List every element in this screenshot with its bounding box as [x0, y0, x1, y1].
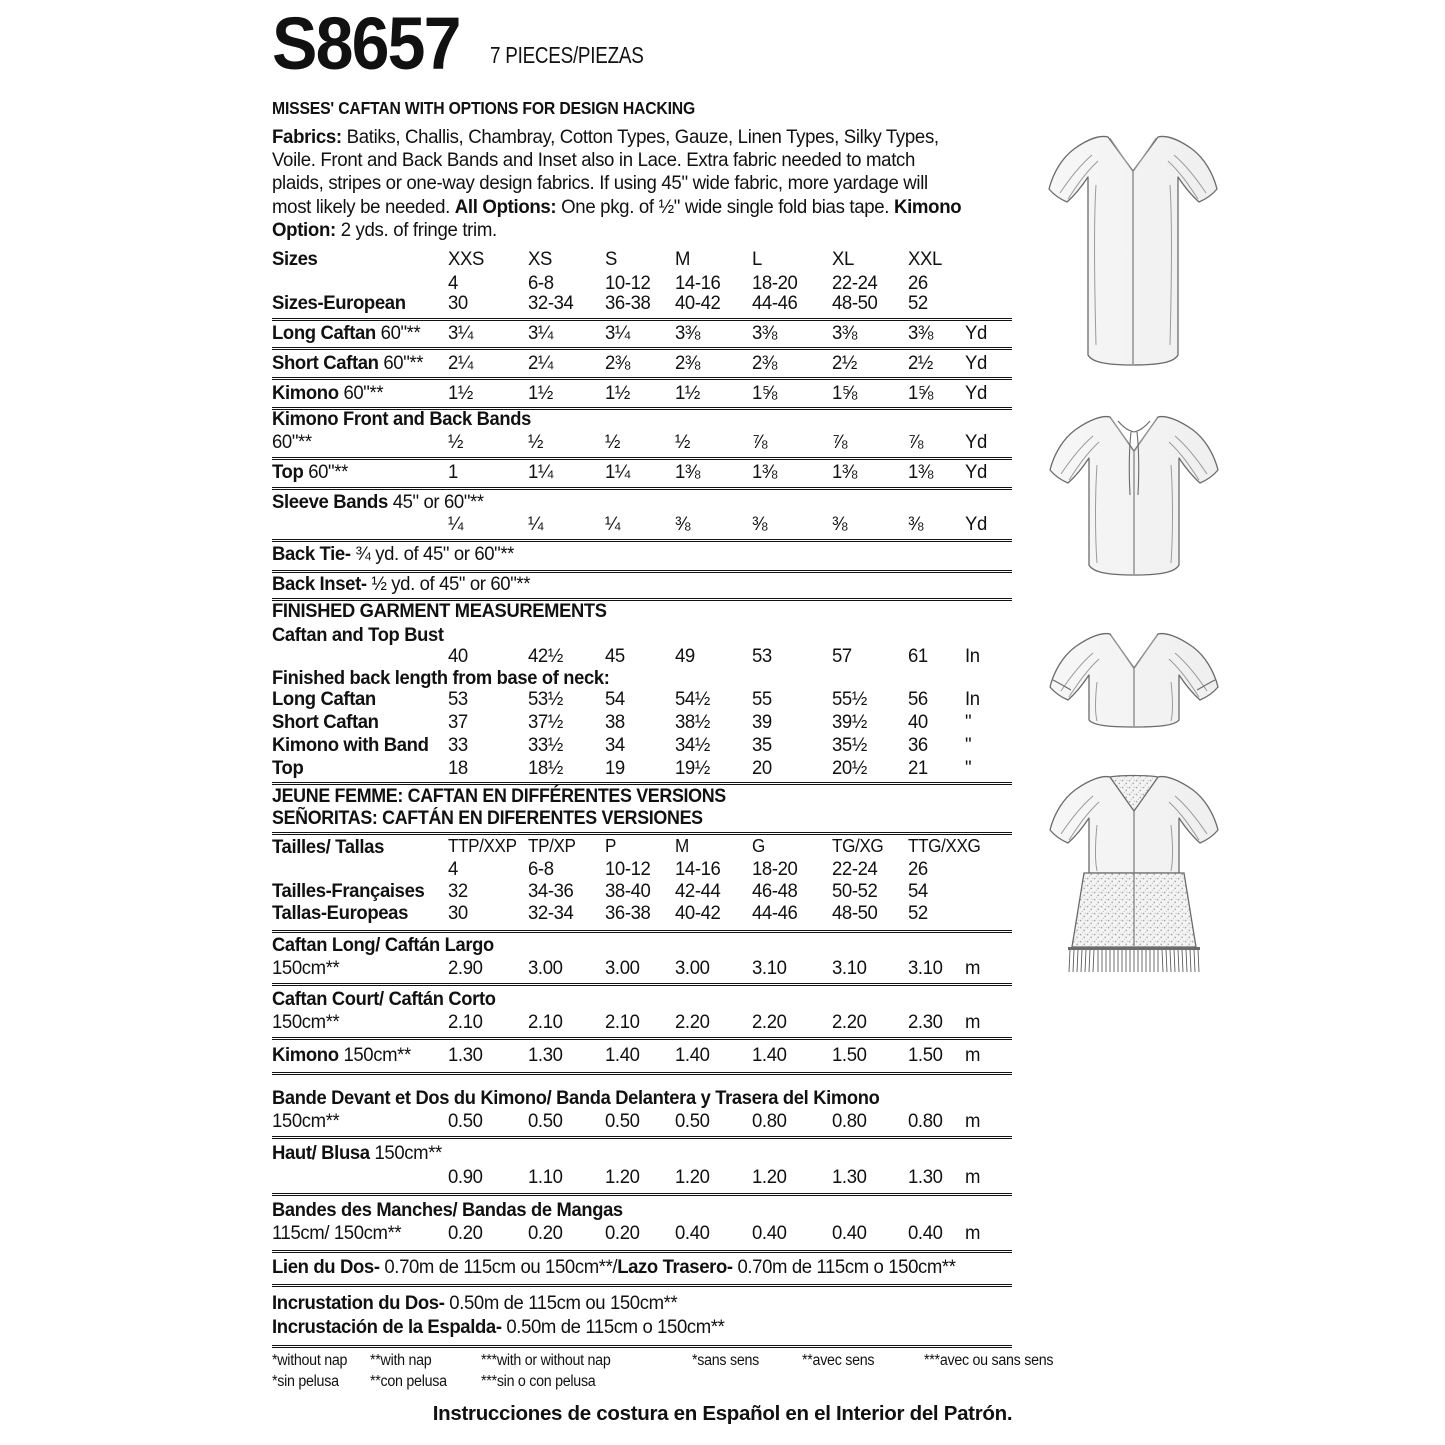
- size-number-5: 22-24: [832, 272, 878, 294]
- finished-measurements-heading: FINISHED GARMENT MEASUREMENTS: [272, 600, 607, 622]
- table-rule: [272, 318, 1012, 321]
- long-caftan-illustration: [1030, 115, 1240, 405]
- table-rule: [272, 832, 1012, 835]
- intl-bands-value-5: 0.80: [832, 1110, 867, 1132]
- intl-back-inset-row-fr: Incrustation du Dos- 0.50m de 115cm ou 150cm**: [272, 1292, 678, 1314]
- finished-row-1-value-1: 37½: [528, 711, 563, 733]
- finished-row-1-unit: ": [965, 711, 972, 733]
- sleeve-bands-value-4: ⅜: [752, 513, 768, 535]
- pieces-count: 7 PIECES/PIEZAS: [489, 42, 644, 68]
- size-letter-6: XXL: [908, 248, 942, 270]
- caftan-top-bust-label: Caftan and Top Bust: [272, 624, 444, 646]
- table-rule: [272, 1250, 1012, 1253]
- finished-row-0-value-3: 54½: [675, 688, 710, 710]
- size-letter-2: S: [605, 248, 617, 270]
- kimono-bands-value-6: ⅞: [908, 431, 924, 453]
- intl-european-3: 40-42: [675, 902, 721, 924]
- kimono-bands-value-4: ⅞: [752, 431, 768, 453]
- garment-title: MISSES' CAFTAN WITH OPTIONS FOR DESIGN HACKING: [272, 98, 696, 118]
- intl-french-3: 42-44: [675, 880, 721, 902]
- intl-haut-value-0: 0.90: [448, 1166, 483, 1188]
- size-letter-3: M: [675, 248, 691, 270]
- intl-kimono-unit: m: [965, 1044, 981, 1066]
- yardage-row-2-unit: Yd: [965, 382, 987, 404]
- intl-size-letter-3: M: [675, 836, 689, 856]
- table-rule: [272, 1345, 1012, 1348]
- top-row-label: Top 60"**: [272, 461, 348, 483]
- intl-group-0-unit: m: [965, 957, 981, 979]
- finished-row-2-value-0: 33: [448, 734, 468, 756]
- finished-row-2-value-1: 33½: [528, 734, 563, 756]
- intl-bands-value-2: 0.50: [605, 1110, 640, 1132]
- yardage-row-label-1: Short Caftan 60"**: [272, 352, 424, 374]
- top-row-value-5: 1⅜: [832, 461, 857, 483]
- intl-european-4: 44-46: [752, 902, 798, 924]
- intl-group-title-1: Caftan Court/ Caftán Corto: [272, 988, 496, 1010]
- intl-haut-value-6: 1.30: [908, 1166, 943, 1188]
- intl-manches-value-5: 0.40: [832, 1222, 867, 1244]
- intl-size-number-3: 14-16: [675, 858, 721, 880]
- top-row-unit: Yd: [965, 461, 987, 483]
- yardage-row-2-value-2: 1½: [605, 382, 630, 404]
- kimono-with-lace-fringe-illustration: [1030, 765, 1240, 980]
- intl-group-1-unit: m: [965, 1011, 981, 1033]
- intl-group-1-value-5: 2.20: [832, 1011, 867, 1033]
- finished-row-3-value-4: 20: [752, 757, 772, 779]
- intl-group-1-value-1: 2.10: [528, 1011, 563, 1033]
- bust-value-1: 42½: [528, 645, 563, 667]
- intl-kimono-value-6: 1.50: [908, 1044, 943, 1066]
- table-rule: [272, 377, 1012, 380]
- pattern-number: S8657: [272, 2, 460, 85]
- table-rule: [272, 1284, 1012, 1287]
- intl-group-1-value-3: 2.20: [675, 1011, 710, 1033]
- yardage-row-1-value-4: 2⅜: [752, 352, 777, 374]
- bust-value-3: 49: [675, 645, 695, 667]
- intl-size-number-1: 6-8: [528, 858, 554, 880]
- sizes-european-label: Sizes-European: [272, 292, 406, 314]
- intl-back-tie-row: Lien du Dos- 0.70m de 115cm ou 150cm**/Lazo Trasero- 0.70m de 115cm o 150cm**: [272, 1256, 956, 1278]
- intl-kimono-value-1: 1.30: [528, 1044, 563, 1066]
- intl-european-0: 30: [448, 902, 468, 924]
- intl-european-5: 48-50: [832, 902, 878, 924]
- kimono-bands-unit: Yd: [965, 431, 987, 453]
- finished-row-3-value-1: 18½: [528, 757, 563, 779]
- footnote-es-0: *sin pelusa: [272, 1373, 339, 1390]
- intl-kimono-label: Kimono 150cm**: [272, 1044, 411, 1066]
- footnote-es-1: **con pelusa: [370, 1373, 447, 1390]
- intl-bands-value-6: 0.80: [908, 1110, 943, 1132]
- fabrics-paragraph: [272, 126, 969, 242]
- intl-manches-unit: m: [965, 1222, 981, 1244]
- table-rule: [272, 1072, 1012, 1075]
- intl-manches-title: Bandes des Manches/ Bandas de Mangas: [272, 1199, 623, 1221]
- top-row-value-0: 1: [448, 461, 458, 483]
- kimono-option-label: Kimono Option:: [272, 195, 962, 241]
- table-rule: [272, 782, 1012, 785]
- sleeve-bands-value-2: ¼: [605, 513, 621, 535]
- yardage-row-label-2: Kimono 60"**: [272, 382, 384, 404]
- intl-french-2: 38-40: [605, 880, 651, 902]
- intl-group-1-value-0: 2.10: [448, 1011, 483, 1033]
- all-options-label: All Options:: [454, 195, 557, 218]
- yardage-row-2-value-3: 1½: [675, 382, 700, 404]
- intl-french-4: 46-48: [752, 880, 798, 902]
- intl-group-1-value-2: 2.10: [605, 1011, 640, 1033]
- intl-bands-title: Bande Devant et Dos du Kimono/ Banda Delantera y Trasera del Kimono: [272, 1087, 880, 1109]
- finished-row-2-value-4: 35: [752, 734, 772, 756]
- size-european-2: 36-38: [605, 292, 651, 314]
- kimono-bands-value-2: ½: [605, 431, 621, 453]
- intl-french-label: Tailles-Françaises: [272, 880, 425, 902]
- intl-bands-value-3: 0.50: [675, 1110, 710, 1132]
- intl-manches-value-2: 0.20: [605, 1222, 640, 1244]
- yardage-row-0-value-0: 3¼: [448, 322, 473, 344]
- intl-manches-value-4: 0.40: [752, 1222, 787, 1244]
- intl-size-number-5: 22-24: [832, 858, 878, 880]
- intl-kimono-value-5: 1.50: [832, 1044, 867, 1066]
- table-rule: [272, 930, 1012, 933]
- bust-unit: In: [965, 645, 980, 667]
- footnote-en-0: *without nap: [272, 1352, 348, 1369]
- table-rule: [272, 1193, 1012, 1196]
- fabrics-body-1: Batiks, Challis, Chambray, Cotton Types, Gauze, Linen Types, Silky Types, Voile. Front and Back Bands and Inset also in Lace. Extra fabric needed to match plaids, stripes or one-way design fabrics. If using 45" wide fabric, more yardage will most likely be needed.: [272, 126, 939, 218]
- bust-value-2: 45: [605, 645, 625, 667]
- back-tie-row: Back Tie- ¾ yd. of 45" or 60"**: [272, 543, 515, 565]
- intl-european-label: Tallas-Europeas: [272, 902, 409, 924]
- short-caftan-illustration: [1030, 405, 1240, 600]
- finished-row-2-value-5: 35½: [832, 734, 867, 756]
- size-number-3: 14-16: [675, 272, 721, 294]
- table-rule: [272, 1037, 1012, 1040]
- intl-size-letter-2: P: [605, 836, 617, 856]
- sleeve-bands-value-3: ⅜: [675, 513, 691, 535]
- intl-group-1-value-6: 2.30: [908, 1011, 943, 1033]
- fabrics-label: Fabrics:: [272, 126, 342, 148]
- finished-row-2-value-3: 34½: [675, 734, 710, 756]
- footnote-es-2: ***sin o con pelusa: [481, 1373, 596, 1390]
- yardage-row-1-unit: Yd: [965, 352, 987, 374]
- finished-row-1-value-3: 38½: [675, 711, 710, 733]
- bust-value-6: 61: [908, 645, 928, 667]
- yardage-row-0-value-3: 3⅜: [675, 322, 700, 344]
- intl-group-0-value-2: 3.00: [605, 957, 640, 979]
- intl-bands-unit: m: [965, 1110, 981, 1132]
- finished-row-0-value-0: 53: [448, 688, 468, 710]
- intl-group-width-1: 150cm**: [272, 1011, 340, 1033]
- yardage-row-2-value-1: 1½: [528, 382, 553, 404]
- intl-size-letter-0: TTP/XXP: [448, 836, 517, 856]
- intl-kimono-value-3: 1.40: [675, 1044, 710, 1066]
- finished-row-1-value-0: 37: [448, 711, 468, 733]
- finished-row-3-value-5: 20½: [832, 757, 867, 779]
- yardage-row-1-value-2: 2⅜: [605, 352, 630, 374]
- yardage-row-label-0: Long Caftan 60"**: [272, 322, 421, 344]
- back-length-label: Finished back length from base of neck:: [272, 667, 610, 689]
- kimono-bands-value-0: ½: [448, 431, 464, 453]
- intl-group-width-0: 150cm**: [272, 957, 340, 979]
- size-letter-1: XS: [528, 248, 552, 270]
- footnote-en-1: **with nap: [370, 1352, 432, 1369]
- intl-group-0-value-1: 3.00: [528, 957, 563, 979]
- intl-size-number-2: 10-12: [605, 858, 651, 880]
- finished-row-2-value-2: 34: [605, 734, 625, 756]
- intl-manches-value-6: 0.40: [908, 1222, 943, 1244]
- yardage-row-2-value-0: 1½: [448, 382, 473, 404]
- sleeve-bands-value-6: ⅜: [908, 513, 924, 535]
- size-european-4: 44-46: [752, 292, 798, 314]
- table-rule: [272, 539, 1012, 542]
- fabrics-body-3: 2 yds. of fringe trim.: [335, 218, 497, 241]
- size-number-2: 10-12: [605, 272, 651, 294]
- finished-row-0-value-2: 54: [605, 688, 625, 710]
- top-row-value-2: 1¼: [605, 461, 630, 483]
- intl-haut-value-4: 1.20: [752, 1166, 787, 1188]
- yardage-row-0-value-6: 3⅜: [908, 322, 933, 344]
- finished-row-0-unit: In: [965, 688, 980, 710]
- kimono-bands-value-3: ½: [675, 431, 691, 453]
- intl-group-0-value-0: 2.90: [448, 957, 483, 979]
- intl-back-inset-row-es: Incrustación de la Espalda- 0.50m de 115cm o 150cm**: [272, 1316, 725, 1338]
- yardage-row-0-value-2: 3¼: [605, 322, 630, 344]
- finished-row-label-0: Long Caftan: [272, 688, 376, 710]
- yardage-row-1-value-6: 2½: [908, 352, 933, 374]
- intl-haut-value-5: 1.30: [832, 1166, 867, 1188]
- yardage-row-1-value-5: 2½: [832, 352, 857, 374]
- finished-row-3-value-3: 19½: [675, 757, 710, 779]
- size-european-0: 30: [448, 292, 468, 314]
- yardage-row-0-value-5: 3⅜: [832, 322, 857, 344]
- size-letter-5: XL: [832, 248, 854, 270]
- intl-manches-width: 115cm/ 150cm**: [272, 1222, 402, 1244]
- finished-row-0-value-4: 55: [752, 688, 772, 710]
- finished-row-label-3: Top: [272, 757, 304, 779]
- intl-french-5: 50-52: [832, 880, 878, 902]
- intl-bands-value-0: 0.50: [448, 1110, 483, 1132]
- top-row-value-6: 1⅜: [908, 461, 933, 483]
- yardage-row-0-unit: Yd: [965, 322, 987, 344]
- finished-row-3-value-0: 18: [448, 757, 468, 779]
- kimono-bands-value-5: ⅞: [832, 431, 848, 453]
- intl-haut-value-3: 1.20: [675, 1166, 710, 1188]
- intl-size-letter-5: TG/XG: [832, 836, 884, 856]
- table-rule: [272, 983, 1012, 986]
- finished-row-label-1: Short Caftan: [272, 711, 379, 733]
- yardage-row-1-value-0: 2¼: [448, 352, 473, 374]
- kimono-bands-value-1: ½: [528, 431, 544, 453]
- size-number-0: 4: [448, 272, 458, 294]
- intl-size-letter-6: TTG/XXG: [908, 836, 981, 856]
- finished-row-3-value-6: 21: [908, 757, 928, 779]
- finished-row-1-value-4: 39: [752, 711, 772, 733]
- intl-haut-value-2: 1.20: [605, 1166, 640, 1188]
- bust-value-4: 53: [752, 645, 772, 667]
- top-row-value-4: 1⅜: [752, 461, 777, 483]
- finished-row-1-value-2: 38: [605, 711, 625, 733]
- sleeve-bands-value-5: ⅜: [832, 513, 848, 535]
- table-rule: [272, 457, 1012, 460]
- kimono-top-illustration: [1030, 625, 1240, 750]
- table-rule: [272, 1136, 1012, 1139]
- back-inset-row: Back Inset- ½ yd. of 45" or 60"**: [272, 573, 531, 595]
- intl-kimono-value-0: 1.30: [448, 1044, 483, 1066]
- size-number-1: 6-8: [528, 272, 554, 294]
- yardage-row-1-value-1: 2¼: [528, 352, 553, 374]
- yardage-row-0-value-4: 3⅜: [752, 322, 777, 344]
- bust-value-5: 57: [832, 645, 852, 667]
- intl-haut-unit: m: [965, 1166, 981, 1188]
- finished-row-3-unit: ": [965, 757, 972, 779]
- yardage-row-1-value-3: 2⅜: [675, 352, 700, 374]
- intl-haut-value-1: 1.10: [528, 1166, 563, 1188]
- kimono-bands-width: 60"**: [272, 431, 312, 453]
- sleeve-bands-value-1: ¼: [528, 513, 544, 535]
- intl-size-letter-1: TP/XP: [528, 836, 576, 856]
- size-european-1: 32-34: [528, 292, 574, 314]
- finished-row-label-2: Kimono with Band: [272, 734, 429, 756]
- finished-row-1-value-6: 40: [908, 711, 928, 733]
- intl-haut-label: Haut/ Blusa 150cm**: [272, 1142, 442, 1164]
- intl-european-1: 32-34: [528, 902, 574, 924]
- sizes-label: Sizes: [272, 248, 318, 270]
- intl-size-number-6: 26: [908, 858, 928, 880]
- finished-row-1-value-5: 39½: [832, 711, 867, 733]
- intl-bands-width: 150cm**: [272, 1110, 340, 1132]
- yardage-row-0-value-1: 3¼: [528, 322, 553, 344]
- intl-french-6: 54: [908, 880, 928, 902]
- intl-group-1-value-4: 2.20: [752, 1011, 787, 1033]
- intl-sizes-label: Tailles/ Tallas: [272, 836, 385, 858]
- intl-bands-value-1: 0.50: [528, 1110, 563, 1132]
- finished-row-0-value-5: 55½: [832, 688, 867, 710]
- bust-value-0: 40: [448, 645, 468, 667]
- yardage-row-2-value-4: 1⅝: [752, 382, 777, 404]
- table-rule: [272, 347, 1012, 350]
- top-row-value-1: 1¼: [528, 461, 553, 483]
- intl-kimono-value-4: 1.40: [752, 1044, 787, 1066]
- intl-group-0-value-3: 3.00: [675, 957, 710, 979]
- yardage-row-2-value-6: 1⅝: [908, 382, 933, 404]
- intl-size-number-0: 4: [448, 858, 458, 880]
- finished-row-2-unit: ": [965, 734, 972, 756]
- yardage-row-2-value-5: 1⅝: [832, 382, 857, 404]
- finished-row-0-value-1: 53½: [528, 688, 563, 710]
- size-european-6: 52: [908, 292, 928, 314]
- size-letter-0: XXS: [448, 248, 484, 270]
- intl-bands-value-4: 0.80: [752, 1110, 787, 1132]
- size-european-5: 48-50: [832, 292, 878, 314]
- header: [272, 2, 1012, 108]
- footnote-fr-0: *sans sens: [692, 1352, 760, 1369]
- kimono-bands-title: Kimono Front and Back Bands: [272, 408, 531, 430]
- intl-group-0-value-6: 3.10: [908, 957, 943, 979]
- intl-european-2: 36-38: [605, 902, 651, 924]
- intl-heading-spanish: SEÑORITAS: CAFTÁN EN DIFERENTES VERSIONES: [272, 808, 703, 829]
- intl-group-0-value-5: 3.10: [832, 957, 867, 979]
- intl-manches-value-1: 0.20: [528, 1222, 563, 1244]
- intl-size-letter-4: G: [752, 836, 765, 856]
- top-row-value-3: 1⅜: [675, 461, 700, 483]
- footnote-fr-2: ***avec ou sans sens: [924, 1352, 1054, 1369]
- footnote-en-2: ***with or without nap: [481, 1352, 611, 1369]
- intl-manches-value-3: 0.40: [675, 1222, 710, 1244]
- intl-heading-french: JEUNE FEMME: CAFTAN EN DIFFÉRENTES VERSIONS: [272, 786, 726, 807]
- table-rule: [272, 487, 1012, 490]
- size-number-4: 18-20: [752, 272, 798, 294]
- finished-row-3-value-2: 19: [605, 757, 625, 779]
- footnote-fr-1: **avec sens: [802, 1352, 875, 1369]
- intl-group-title-0: Caftan Long/ Caftán Largo: [272, 934, 494, 956]
- intl-french-0: 32: [448, 880, 468, 902]
- sleeve-bands-value-0: ¼: [448, 513, 464, 535]
- finished-row-0-value-6: 56: [908, 688, 928, 710]
- intl-size-number-4: 18-20: [752, 858, 798, 880]
- intl-kimono-value-2: 1.40: [605, 1044, 640, 1066]
- size-european-3: 40-42: [675, 292, 721, 314]
- intl-european-6: 52: [908, 902, 928, 924]
- sleeve-bands-unit: Yd: [965, 513, 987, 535]
- finished-row-2-value-6: 36: [908, 734, 928, 756]
- spanish-instructions-note: Instrucciones de costura en Español en el Interior del Patrón.: [432, 1402, 1013, 1425]
- fabrics-body-2: One pkg. of ½" wide single fold bias tape.: [556, 195, 894, 218]
- size-letter-4: L: [752, 248, 762, 270]
- intl-french-1: 34-36: [528, 880, 574, 902]
- sleeve-bands-label: Sleeve Bands 45" or 60"**: [272, 491, 484, 513]
- intl-manches-value-0: 0.20: [448, 1222, 483, 1244]
- size-number-6: 26: [908, 272, 928, 294]
- intl-group-0-value-4: 3.10: [752, 957, 787, 979]
